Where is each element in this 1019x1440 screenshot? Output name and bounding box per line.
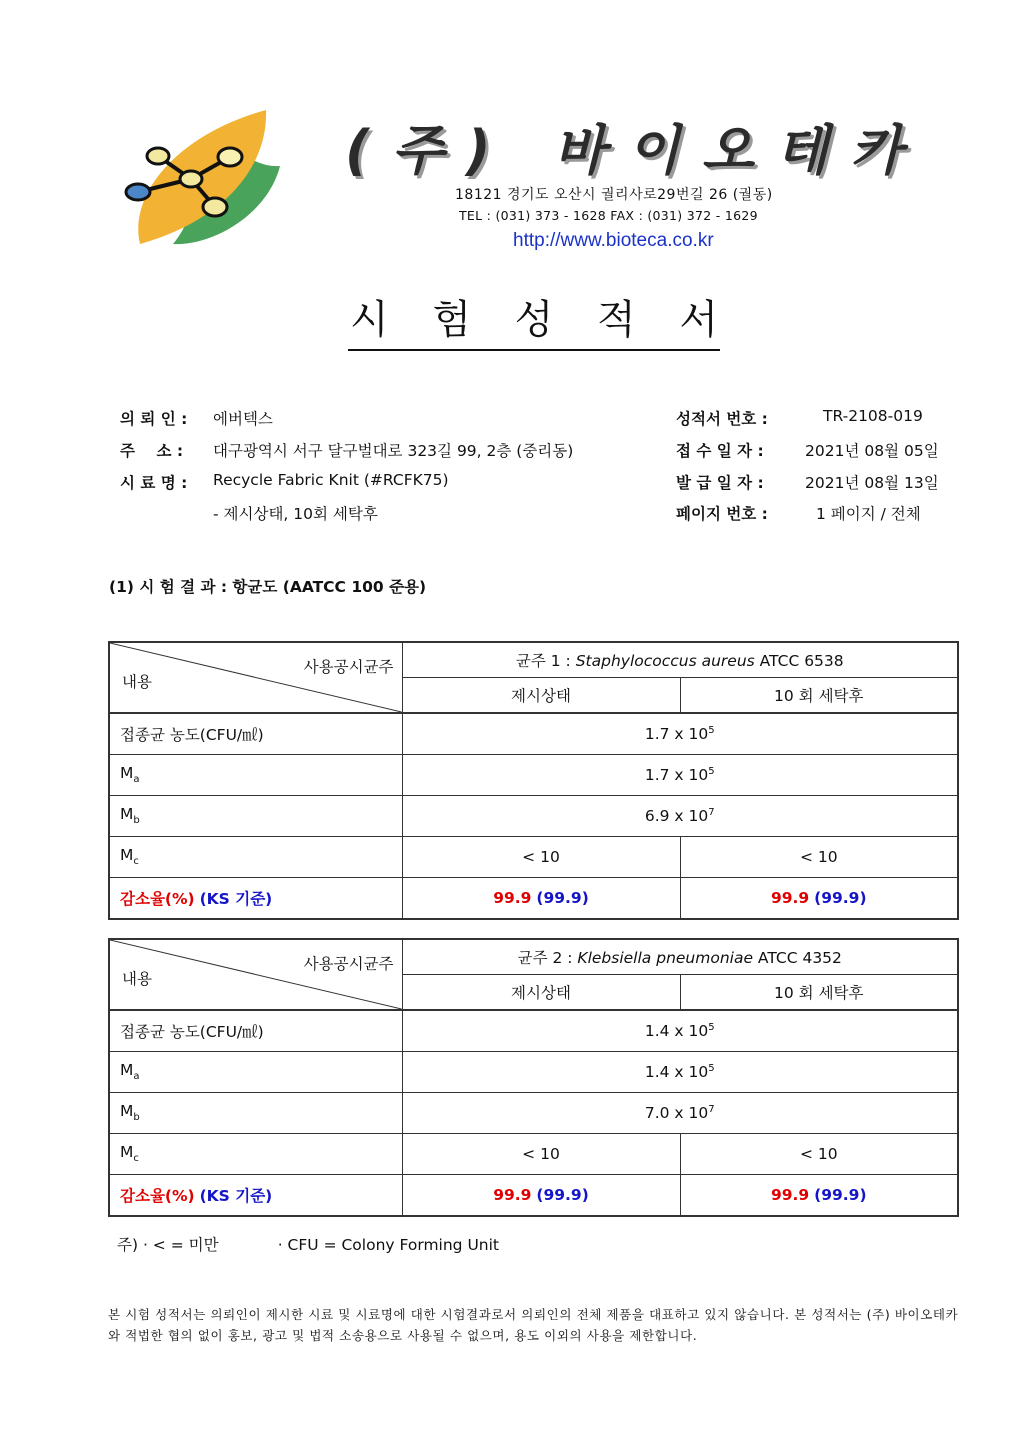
ma-value: 1.4 x $10^5$ bbox=[402, 1052, 958, 1093]
inoculum-value: 1.4 x $10^5$ bbox=[402, 1010, 958, 1052]
strain-header bbox=[402, 642, 958, 678]
reduction-label: 감소율(%) (KS 기준) bbox=[109, 878, 402, 920]
reduction-value-col2: 99.9 (99.9) bbox=[680, 1175, 958, 1217]
reduction-value-col2: 99.9 (99.9) bbox=[680, 878, 958, 920]
sample-value: Recycle Fabric Knit (#RCFK75) bbox=[213, 471, 449, 489]
issued-date-value: 2021년 08월 13일 bbox=[805, 474, 939, 492]
sample-condition: - 제시상태, 10회 세탁후 bbox=[213, 505, 378, 523]
page-number-label: 페이지 번호 : bbox=[676, 505, 768, 523]
client-value: 에버텍스 bbox=[213, 410, 273, 428]
ma-label: $M_a$ bbox=[109, 1052, 402, 1093]
strain-species: Klebsiella pneumoniae bbox=[577, 949, 753, 967]
column-header-col1: 제시상태 bbox=[402, 678, 680, 714]
inoculum-value: 1.7 x $10^5$ bbox=[402, 713, 958, 755]
corner-top-label: 사용공시균주 bbox=[303, 658, 394, 676]
title-char: 적 bbox=[596, 297, 636, 343]
disclaimer-text: 본 시험 성적서는 의뢰인이 제시한 시료 및 시료명에 대한 시험결과로서 의뢰인의 전체 제품을 대표하고 있지 않습니다. 본 성적서는 (주) 바이오테카와 적법한 협의 없이 홍보, 광고 및 법적 소송용으로 사용될 수 없으며, 용도 이외의 사용을 제한합니다. bbox=[108, 1307, 959, 1343]
ma-label: $M_a$ bbox=[109, 755, 402, 796]
corner-bottom-label: 내용 bbox=[122, 970, 152, 988]
sample-label: 시 료 명 : bbox=[120, 474, 188, 492]
title-char: 서 bbox=[679, 297, 718, 343]
mc-label: $M_c$ bbox=[109, 837, 402, 878]
mc-value-col2: < 10 bbox=[680, 837, 958, 878]
issued-date-label: 발 급 일 자 : bbox=[676, 474, 764, 492]
report-number-label: 성적서 번호 : bbox=[676, 410, 768, 428]
company-name: (주) 바이오테카 bbox=[345, 119, 925, 182]
title-char: 시 bbox=[350, 297, 389, 343]
strain-prefix: 균주 2 : bbox=[517, 949, 578, 967]
title-char: 험 bbox=[432, 297, 471, 343]
reduction-label: 감소율(%) (KS 기준) bbox=[109, 1175, 402, 1217]
inoculum-label: 접종균 농도(CFU/㎖) bbox=[109, 713, 402, 755]
table-corner-cell bbox=[109, 642, 402, 713]
inoculum-label: 접종균 농도(CFU/㎖) bbox=[109, 1010, 402, 1052]
mb-value: 6.9 x $10^7$ bbox=[402, 796, 958, 837]
mc-label: $M_c$ bbox=[109, 1134, 402, 1175]
table-corner-cell bbox=[109, 939, 402, 1010]
column-header-col2: 10 회 세탁후 bbox=[680, 678, 958, 714]
strain-species: Staphylococcus aureus bbox=[575, 652, 755, 670]
results-table-1 bbox=[108, 641, 959, 920]
mb-value: 7.0 x $10^7$ bbox=[402, 1093, 958, 1134]
strain-header bbox=[402, 939, 958, 975]
received-date-value: 2021년 08월 05일 bbox=[805, 442, 939, 460]
company-address: 18121 경기도 오산시 궐리사로29번길 26 (궐동) bbox=[455, 187, 773, 203]
received-date-label: 접 수 일 자 : bbox=[676, 442, 764, 460]
address-value: 대구광역시 서구 달구벌대로 323길 99, 2층 (중리동) bbox=[213, 442, 574, 460]
company-logo bbox=[118, 104, 288, 254]
strain-prefix: 균주 1 : bbox=[515, 652, 576, 670]
company-tel-fax: TEL : (031) 373 - 1628 FAX : (031) 372 - 1629 bbox=[459, 208, 758, 223]
report-number-value: TR-2108-019 bbox=[823, 407, 923, 425]
address-label: 주 소 : bbox=[120, 442, 184, 460]
mc-value-col2: < 10 bbox=[680, 1134, 958, 1175]
strain-suffix: ATCC 6538 bbox=[754, 652, 844, 670]
page-number-value: 1 페이지 / 전체 bbox=[816, 505, 921, 523]
column-header-col1: 제시상태 bbox=[402, 975, 680, 1011]
mc-value-col1: < 10 bbox=[402, 837, 680, 878]
mb-label: $M_b$ bbox=[109, 1093, 402, 1134]
strain-suffix: ATCC 4352 bbox=[753, 949, 842, 967]
mb-label: $M_b$ bbox=[109, 796, 402, 837]
ma-value: 1.7 x $10^5$ bbox=[402, 755, 958, 796]
mc-value-col1: < 10 bbox=[402, 1134, 680, 1175]
reduction-value-col1: 99.9 (99.9) bbox=[402, 1175, 680, 1217]
client-label: 의 뢰 인 : bbox=[120, 410, 188, 428]
document-title bbox=[348, 288, 720, 351]
title-char: 성 bbox=[514, 297, 554, 343]
corner-top-label: 사용공시균주 bbox=[303, 955, 394, 973]
results-table-2 bbox=[108, 938, 959, 1217]
reduction-value-col1: 99.9 (99.9) bbox=[402, 878, 680, 920]
company-website-link[interactable]: http://www.bioteca.co.kr bbox=[513, 230, 714, 251]
table-notes: 주) · < = 미만 · CFU = Colony Forming Unit bbox=[117, 1236, 499, 1254]
column-header-col2: 10 회 세탁후 bbox=[680, 975, 958, 1011]
section-heading: (1) 시 험 결 과 : 항균도 (AATCC 100 준용) bbox=[109, 578, 427, 596]
corner-bottom-label: 내용 bbox=[122, 673, 152, 691]
